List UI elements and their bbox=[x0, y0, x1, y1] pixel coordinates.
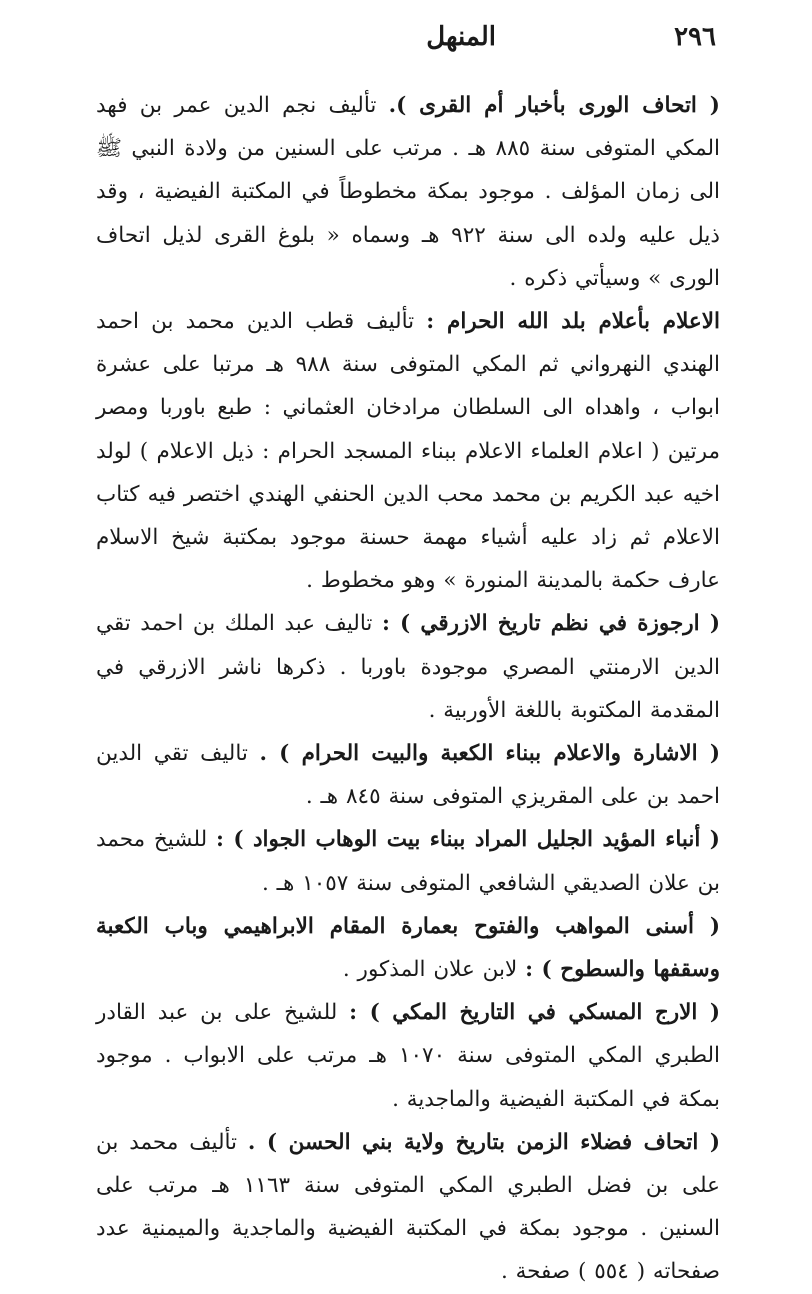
entry-text: تأليف نجم الدين عمر بن فهد المكي المتوفى سنة ٨٨٥ هـ . مرتب على السنين من ولادة النبي ﷺ الى زمان المؤلف . موجود بمكة مخطوطاً في المكتبة الفيضية ، وقد ذيل عليه ولده الى سنة ٩٢٢ هـ وسماه « بلوغ القرى لذيل اتحاف الورى » وسيأتي ذكره . bbox=[96, 93, 720, 291]
entry-title: ( ارجوزة في نظم تاريخ الازرقي ) : bbox=[381, 611, 720, 637]
entry-title: الاعلام بأعلام بلد الله الحرام : bbox=[426, 309, 720, 335]
bibliography-entry bbox=[96, 732, 720, 818]
bibliography-entry bbox=[96, 84, 720, 300]
bibliography-entry bbox=[96, 905, 720, 991]
bibliography-entry bbox=[96, 300, 720, 602]
entry-text: تأليف قطب الدين محمد بن احمد الهندي النهرواني ثم المكي المتوفى سنة ٩٨٨ هـ مرتبا على عشرة ابواب ، واهداه الى السلطان مرادخان العثماني : طبع باوربا ومصر مرتين ( اعلام العلماء الاعلام ببناء المسجد الحرام : ذيل الاعلام ) لولد اخيه عبد الكريم بن محمد محب الدين الحنفي الهندي اختصر فيه كتاب الاعلام ثم زاد عليه أشياء مهمة حسنة موجود بمكتبة شيخ الاسلام عارف حكمة بالمدينة المنورة » وهو مخطوط . bbox=[96, 309, 720, 594]
bibliography-entry bbox=[96, 1121, 720, 1294]
entry-text: للشيخ على بن عبد القادر الطبري المكي المتوفى سنة ١٠٧٠ هـ مرتب على الابواب . موجود بمكة في المكتبة الفيضية والماجدية . bbox=[96, 1000, 720, 1112]
entry-text: لابن علان المذكور . bbox=[342, 957, 518, 983]
entry-text: تاليف عبد الملك بن احمد تقي الدين الارمنتي المصري موجودة باوربا . ذكرها ناشر الازرقي في المقدمة المكتوبة باللغة الأوربية . bbox=[96, 611, 720, 723]
entry-title: ( الاشارة والاعلام ببناء الكعبة والبيت الحرام ) . bbox=[259, 741, 721, 767]
entry-title: ( اتحاف فضلاء الزمن بتاريخ ولاية بني الحسن ) . bbox=[247, 1129, 720, 1155]
bibliography-entry bbox=[96, 991, 720, 1121]
body-text bbox=[96, 84, 720, 1294]
page-number: ٢٩٦ bbox=[674, 22, 716, 52]
entry-title: ( الارج المسكي في التاريخ المكي ) : bbox=[349, 1000, 721, 1026]
entry-text: تأليف محمد بن على بن فضل الطبري المكي المتوفى سنة ١١٦٣ هـ مرتب على السنين . موجود بمكة في المكتبة الفيضية والماجدية والميمنية عدد صفحاته ( ٥٥٤ ) صفحة . bbox=[96, 1129, 721, 1285]
page-header bbox=[96, 22, 716, 64]
entry-title: ( اتحاف الورى بأخبار أم القرى ). bbox=[388, 93, 720, 118]
running-title: المنهل bbox=[426, 22, 496, 52]
entry-text: للشيخ محمد بن علان الصديقي الشافعي المتوفى سنة ١٠٥٧ هـ . bbox=[96, 827, 720, 896]
entry-title: ( أنباء المؤيد الجليل المراد ببناء بيت الوهاب الجواد ) : bbox=[215, 827, 720, 853]
bibliography-entry bbox=[96, 602, 720, 732]
bibliography-entry bbox=[96, 818, 720, 904]
entry-title: ( أسنى المواهب والفتوح بعمارة المقام الابراهيمي وباب الكعبة وسقفها والسطوح ) : bbox=[96, 913, 720, 983]
entry-text: تاليف تقي الدين احمد بن على المقريزي المتوفى سنة ٨٤٥ هـ . bbox=[96, 741, 720, 810]
